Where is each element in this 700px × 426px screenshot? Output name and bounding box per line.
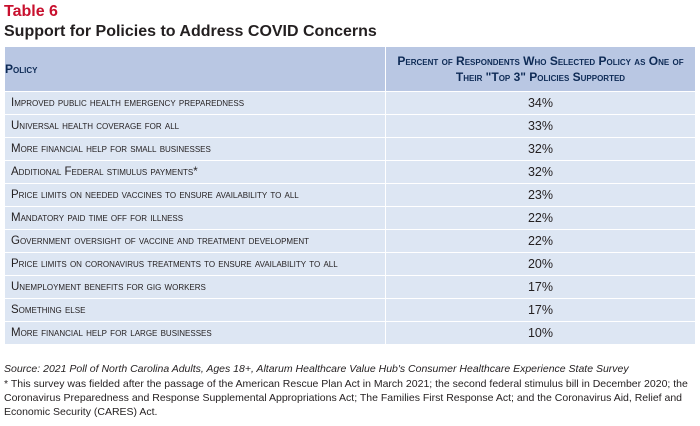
policy-cell: Price limits on needed vaccines to ensure availability to all <box>5 184 386 207</box>
table-title: Support for Policies to Address COVID Concerns <box>4 23 377 40</box>
policy-cell: Government oversight of vaccine and treatment development <box>5 230 386 253</box>
percent-cell: 23% <box>386 184 696 207</box>
policy-cell: Improved public health emergency preparedness <box>5 92 386 115</box>
policy-support-table <box>4 46 696 345</box>
table-header-row <box>5 47 696 92</box>
percent-column-header: Percent of Respondents Who Selected Policy as One of Their "Top 3" Policies Supported <box>386 47 696 92</box>
table-row <box>5 299 696 322</box>
percent-cell: 33% <box>386 115 696 138</box>
table-row <box>5 161 696 184</box>
policy-cell: Price limits on coronavirus treatments to ensure availability to all <box>5 253 386 276</box>
percent-cell: 20% <box>386 253 696 276</box>
table-label: Table 6 <box>4 3 58 20</box>
table-row <box>5 253 696 276</box>
source-note: Source: 2021 Poll of North Carolina Adults, Ages 18+, Altarum Healthcare Value Hub's Consumer Healthcare Experience State Survey <box>4 363 629 375</box>
policy-cell: More financial help for large businesses <box>5 322 386 345</box>
table-row <box>5 276 696 299</box>
percent-cell: 22% <box>386 230 696 253</box>
percent-cell: 17% <box>386 299 696 322</box>
table-row <box>5 322 696 345</box>
table-row <box>5 115 696 138</box>
table-row <box>5 207 696 230</box>
footnote: * This survey was fielded after the passage of the American Rescue Plan Act in March 2021; the second federal stimulus bill in December 2020; the Coronavirus Preparedness and Response Supplemental Appropriations Act; The Families First Response Act; and the Coronavirus Aid, Relief and Economic Security (CARES) Act. <box>4 378 688 418</box>
table-row <box>5 92 696 115</box>
percent-cell: 32% <box>386 161 696 184</box>
policy-cell: Something else <box>5 299 386 322</box>
policy-cell: Universal health coverage for all <box>5 115 386 138</box>
table-row <box>5 184 696 207</box>
table-row <box>5 230 696 253</box>
percent-cell: 17% <box>386 276 696 299</box>
policy-cell: Additional Federal stimulus payments* <box>5 161 386 184</box>
policy-cell: Mandatory paid time off for illness <box>5 207 386 230</box>
policy-cell: Unemployment benefits for gig workers <box>5 276 386 299</box>
percent-cell: 34% <box>386 92 696 115</box>
percent-cell: 22% <box>386 207 696 230</box>
percent-cell: 32% <box>386 138 696 161</box>
policy-cell: More financial help for small businesses <box>5 138 386 161</box>
percent-cell: 10% <box>386 322 696 345</box>
table-row <box>5 138 696 161</box>
policy-column-header: Policy <box>5 47 386 92</box>
